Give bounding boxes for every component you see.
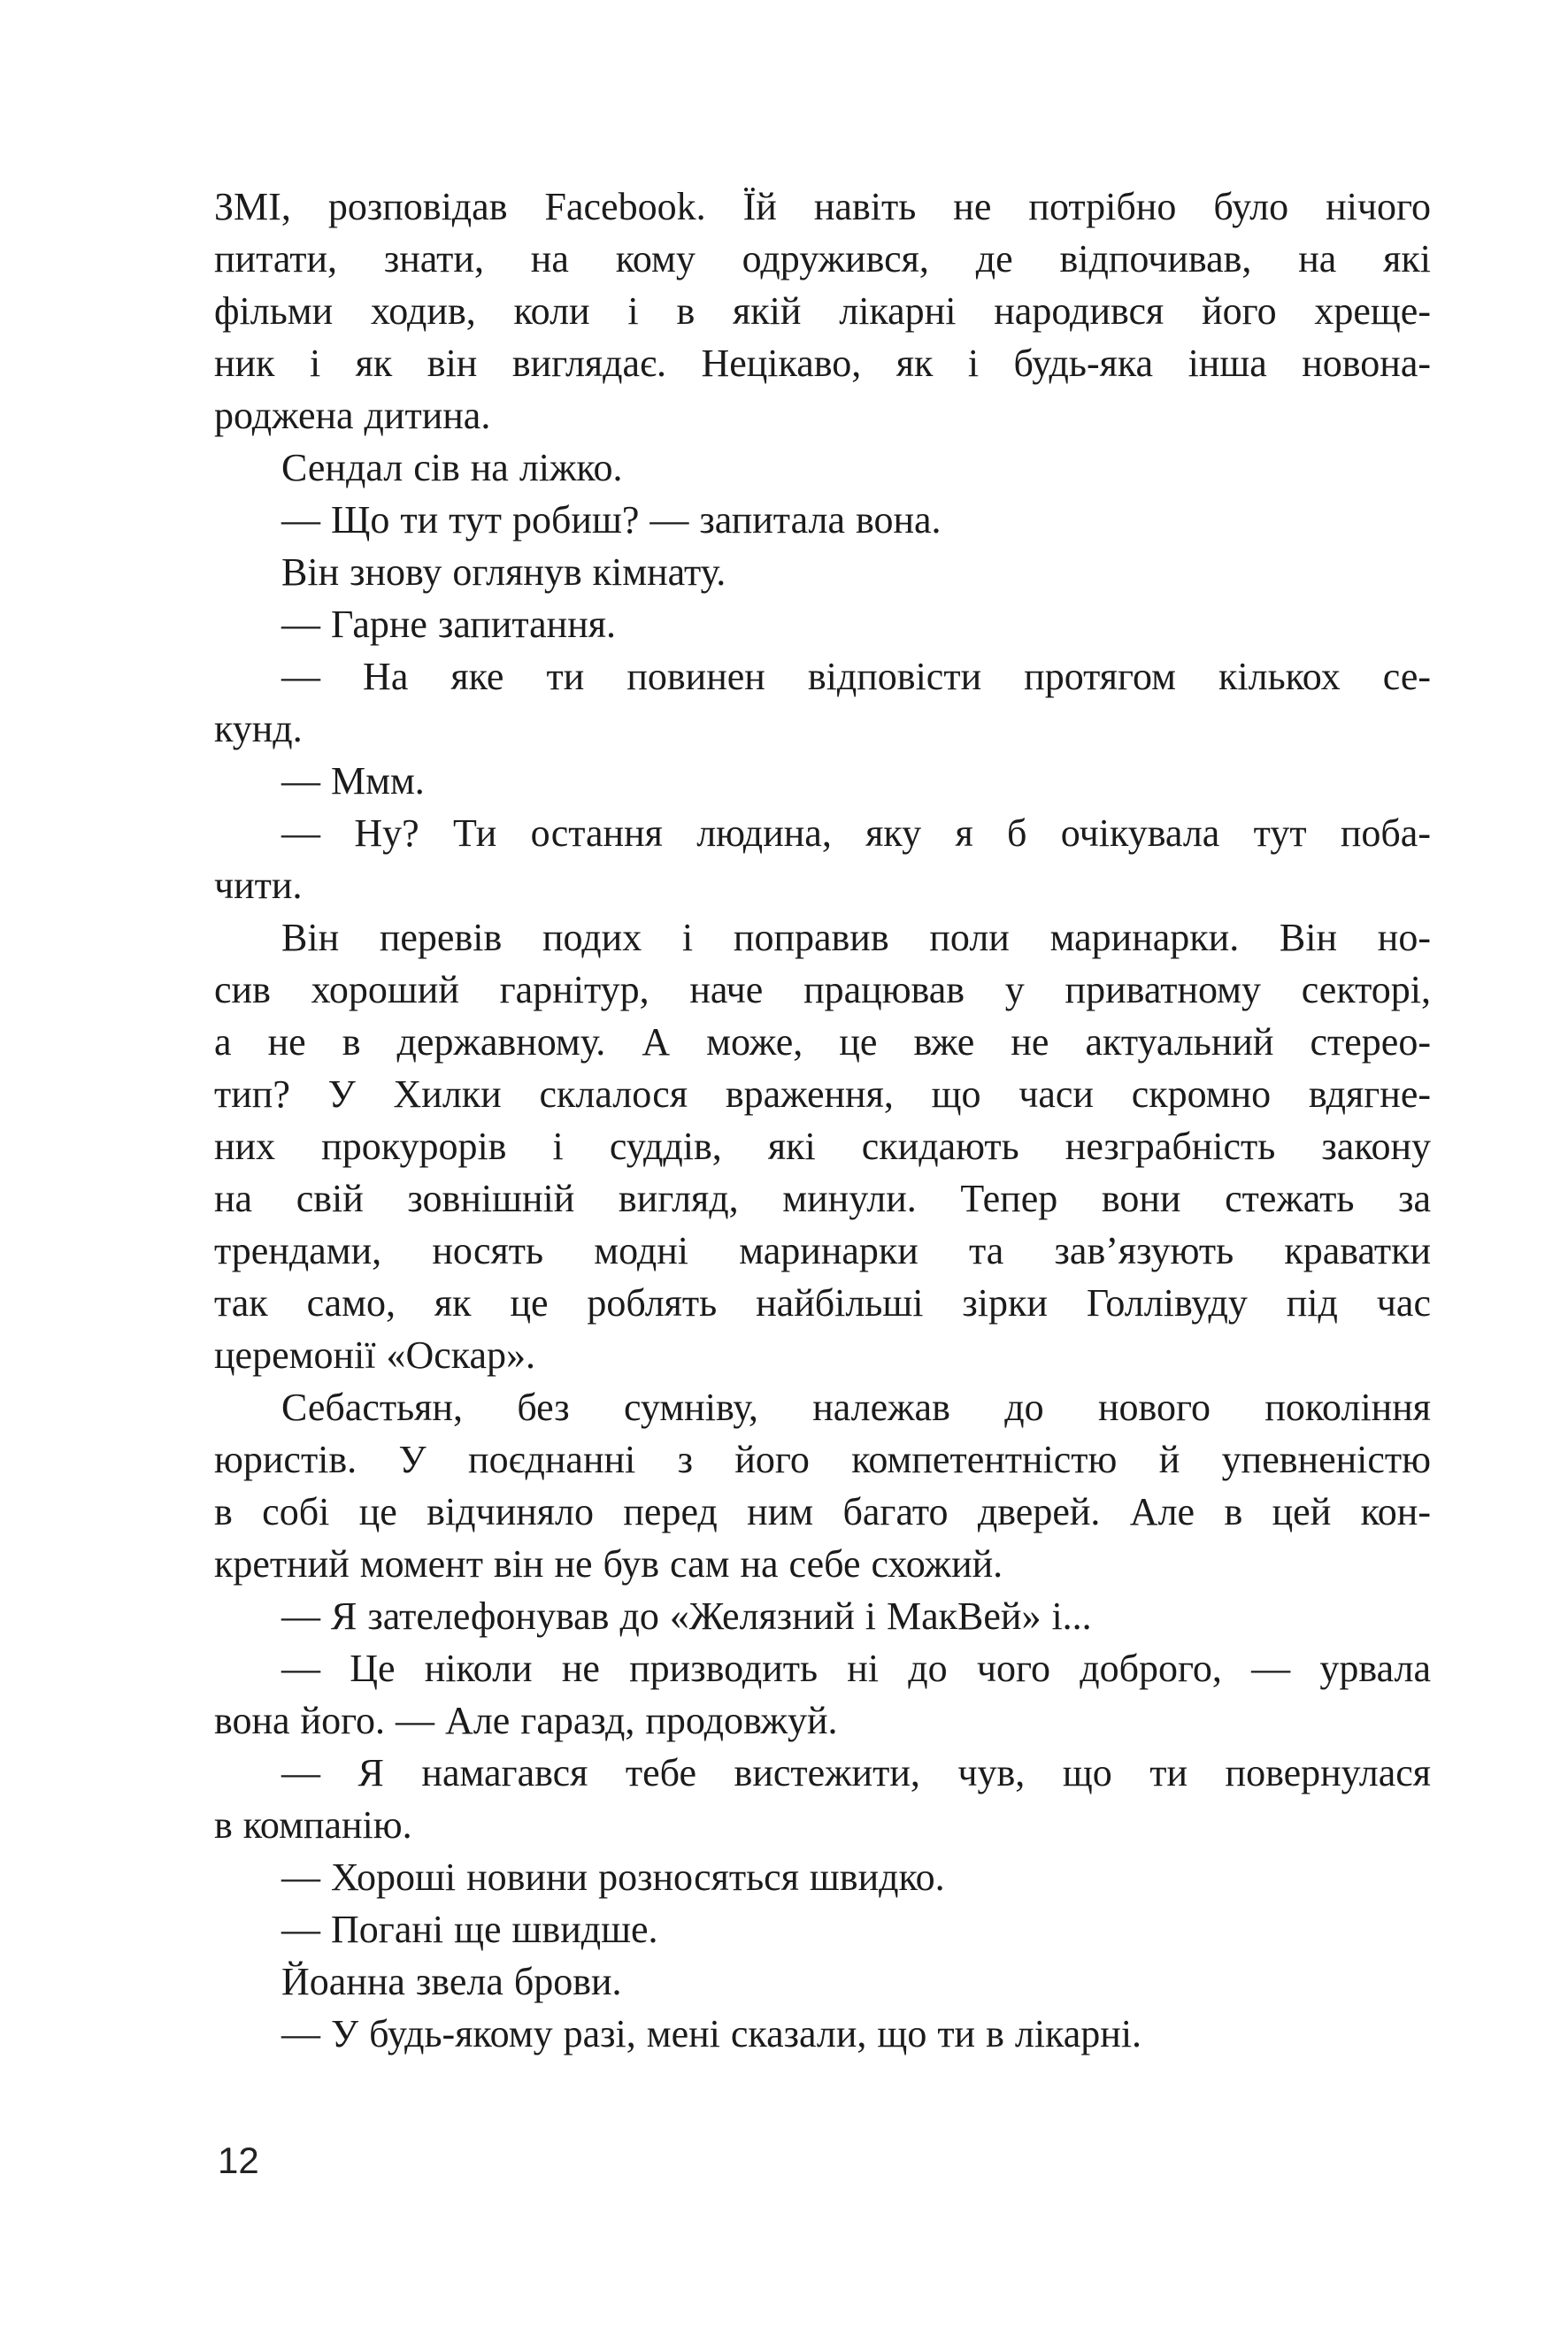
text-line: — Я намагався тебе вистежити, чув, що ти повернулася <box>281 1751 1431 1794</box>
text-line: них прокурорів і суддів, які скидають незграбність закону <box>214 1125 1431 1168</box>
text-line: трендами, носять модні маринарки та зав’язують краватки <box>214 1229 1431 1272</box>
text-line: а не в державному. А може, це вже не актуальний стерео- <box>214 1020 1431 1064</box>
text-line: чити. <box>214 864 303 907</box>
text-line: — Погані ще швидше. <box>281 1908 658 1951</box>
text-line: ЗМІ, розповідав Facebook. Їй навіть не потрібно було нічого <box>214 185 1431 228</box>
text-line: в компанію. <box>214 1803 412 1847</box>
text-line: Себастьян, без сумніву, належав до нового покоління <box>281 1386 1431 1429</box>
text-line: тип? У Хилки склалося враження, що часи скромно вдягне- <box>214 1072 1431 1116</box>
text-line: церемонії «Оскар». <box>214 1333 535 1377</box>
text-line: вона його. — Але гаразд, продовжуй. <box>214 1699 838 1742</box>
text-line: фільми ходив, коли і в якій лікарні народився його хреще- <box>214 289 1431 333</box>
text-line: — Гарне запитання. <box>281 603 616 646</box>
text-line: Йоанна звела брови. <box>281 1960 622 2003</box>
text-line: юристів. У поєднанні з його компетентністю й упевненістю <box>214 1438 1431 1481</box>
text-line: кунд. <box>214 707 303 750</box>
text-line: так само, як це роблять найбільші зірки Голлівуду під час <box>214 1281 1431 1325</box>
text-line: — Я зателефонував до «Желязний і МакВей» і... <box>281 1594 1092 1638</box>
text-line: сив хороший гарнітур, наче працював у приватному секторі, <box>214 968 1431 1011</box>
page-number: 12 <box>218 2140 259 2181</box>
text-line: кретний момент він не був сам на себе схожий. <box>214 1542 1003 1586</box>
text-line: — Хороші новини розносяться швидко. <box>281 1855 945 1899</box>
text-line: — Що ти тут робиш? — запитала вона. <box>281 498 942 542</box>
text-line: — У будь-якому разі, мені сказали, що ти в лікарні. <box>281 2012 1142 2055</box>
text-line: Сендал сів на ліжко. <box>281 446 623 489</box>
text-line: — Це ніколи не призводить ні до чого доброго, — урвала <box>281 1647 1431 1690</box>
text-line: ник і як він виглядає. Нецікаво, як і будь-яка інша новона- <box>214 342 1431 385</box>
text-line: — Ну? Ти остання людина, яку я б очікувала тут поба- <box>281 811 1431 855</box>
text-line: Він перевів подих і поправив поли маринарки. Він но- <box>281 916 1431 959</box>
text-line: — Ммм. <box>281 759 425 803</box>
text-line: — На яке ти повинен відповісти протягом кількох се- <box>281 655 1431 698</box>
text-line: роджена дитина. <box>214 394 491 437</box>
text-line: Він знову оглянув кімнату. <box>281 550 726 594</box>
page-text <box>214 181 1431 2060</box>
text-line: на свій зовнішній вигляд, минули. Тепер вони стежать за <box>214 1177 1431 1220</box>
text-line: в собі це відчиняло перед ним багато дверей. Але в цей кон- <box>214 1490 1431 1533</box>
text-line: питати, знати, на кому одружився, де відпочивав, на які <box>214 237 1431 280</box>
